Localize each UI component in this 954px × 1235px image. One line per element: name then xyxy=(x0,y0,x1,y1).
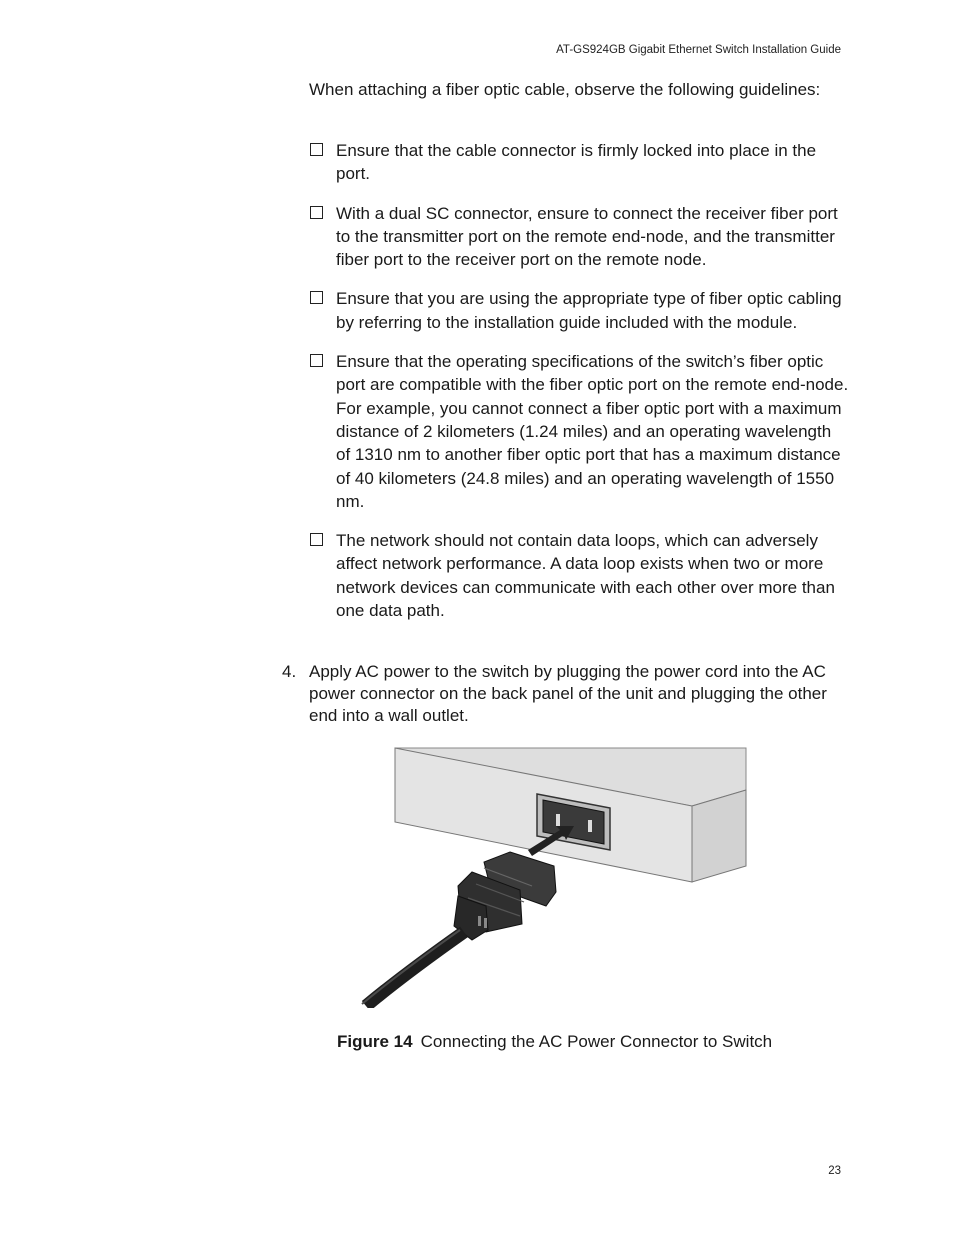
running-header: AT-GS924GB Gigabit Ethernet Switch Installation Guide xyxy=(556,44,841,56)
guideline-item xyxy=(309,139,849,186)
power-cord xyxy=(366,932,464,1006)
guideline-text: Ensure that you are using the appropriate type of fiber optic cabling by referring to the installation guide included with the module. xyxy=(336,289,842,332)
figure-caption xyxy=(337,1032,772,1052)
guideline-text: The network should not contain data loops, which can adversely affect network performance. A data loop exists when two or more network devices can communicate with each other over more than one data path. xyxy=(336,531,835,621)
step-text: Apply AC power to the switch by plugging the power cord into the AC power connector on the back panel of the unit and plugging the other end into a wall outlet. xyxy=(309,662,827,725)
checkbox-bullet-icon xyxy=(310,143,323,156)
checkbox-bullet-icon xyxy=(310,206,323,219)
power-cord-plug xyxy=(454,852,556,940)
guideline-text: Ensure that the cable connector is firmly locked into place in the port. xyxy=(336,141,817,184)
step-number: 4. xyxy=(282,662,297,681)
checkbox-bullet-icon xyxy=(310,533,323,546)
figure-caption-text: Connecting the AC Power Connector to Switch xyxy=(420,1032,773,1051)
intro-paragraph: When attaching a fiber optic cable, observe the following guidelines: xyxy=(309,80,821,99)
guidelines-list xyxy=(309,139,849,638)
step-4 xyxy=(282,661,852,727)
figure-label: Figure 14 xyxy=(337,1032,413,1051)
guideline-text: With a dual SC connector, ensure to connect the receiver fiber port to the transmitter port on the remote end-node, and the transmitter fiber port to the receiver port on the remote node. xyxy=(336,203,838,270)
guideline-item xyxy=(309,529,849,622)
guideline-text: Ensure that the operating specifications of the switch’s fiber optic port are compatible with the fiber optic port on the remote end-node. For example, you cannot connect a fiber optic port with a maximum distance of 2 kilometers (1.24 miles) and an operating wavelength of 1310 nm to another fiber optic port that has a maximum distance of 40 kilometers (24.8 miles) and an operating wavelength of 1550 nm. xyxy=(336,352,849,511)
guideline-item xyxy=(309,287,849,334)
checkbox-bullet-icon xyxy=(310,354,323,367)
guideline-item xyxy=(309,202,849,272)
checkbox-bullet-icon xyxy=(310,291,323,304)
page-number: 23 xyxy=(828,1165,841,1177)
guideline-item xyxy=(309,350,849,513)
power-connector-illustration xyxy=(360,746,752,1008)
